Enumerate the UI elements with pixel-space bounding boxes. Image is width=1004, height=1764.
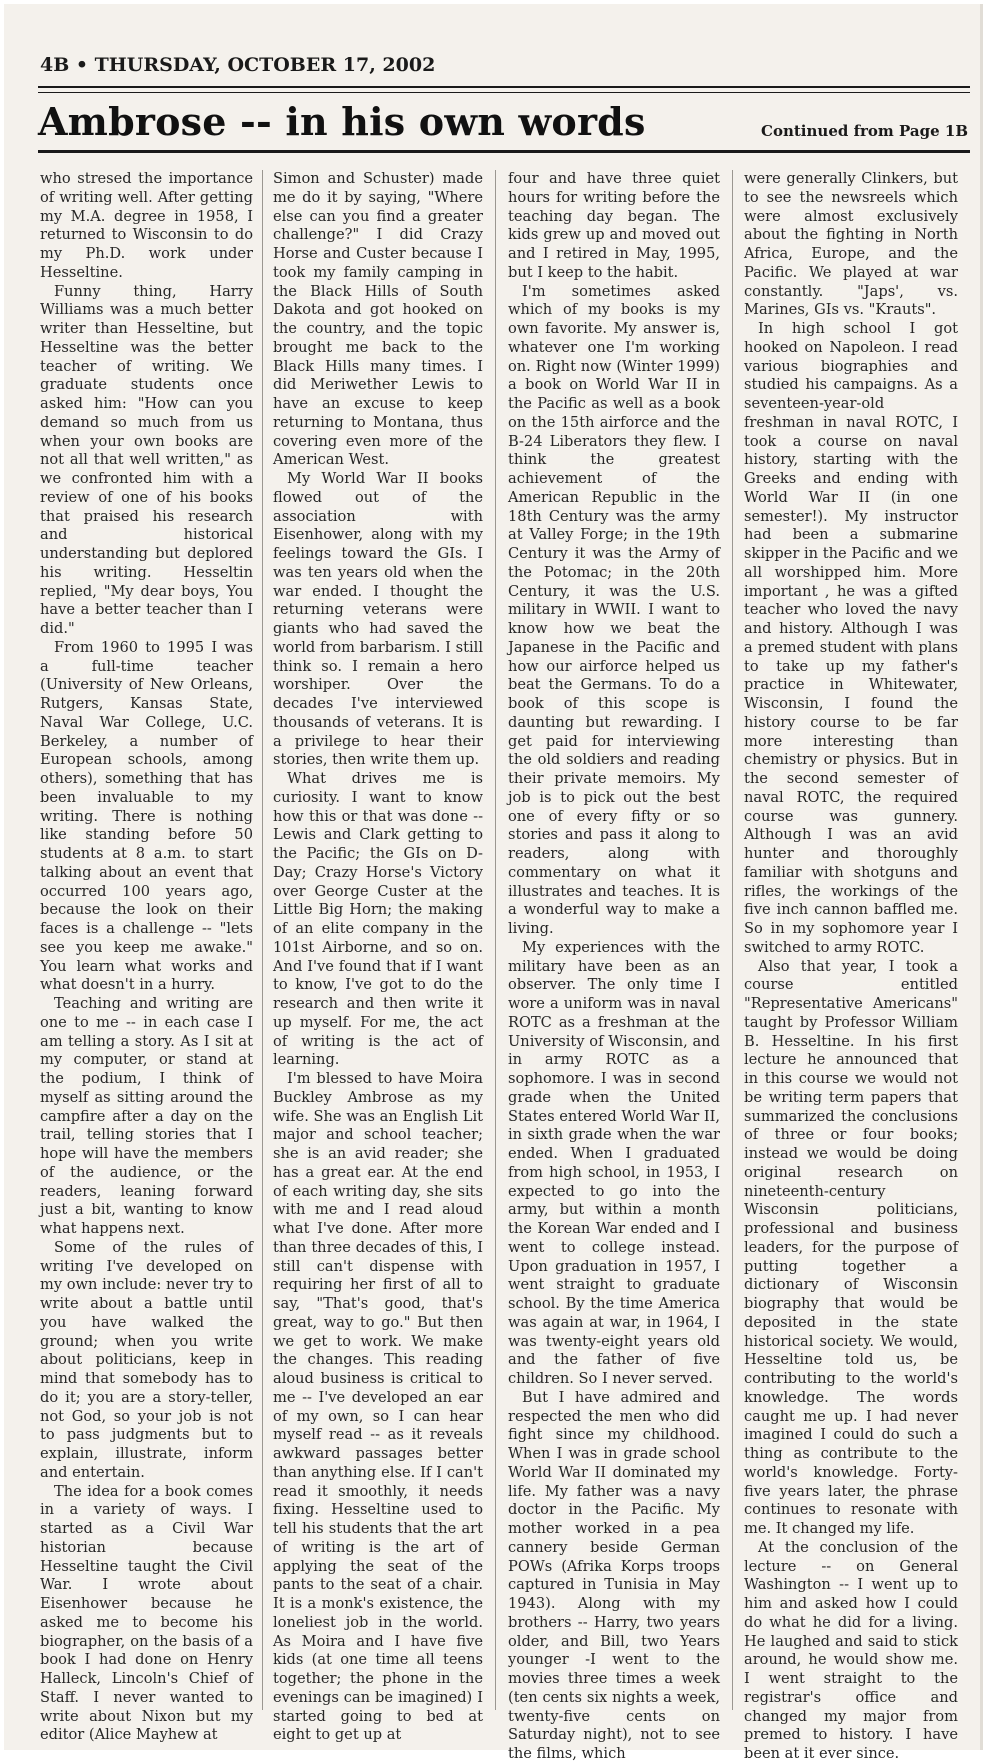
paragraph: At the conclusion of the lecture -- on General Washington -- I went up to him and asked how I could do what he did for a living. He laughed and said to stick around, he would show me. I went straight to the registrar's office and changed my major from premed to history. I have been at it ever since. <box>744 1538 958 1762</box>
paragraph: I'm blessed to have Moira Buckley Ambrose as my wife. She was an English Lit major and school teacher; she is an avid reader; she has a great ear. At the end of each writing day, she sits with me and I read aloud what I've done. After more than three decades of this, I still can't dispense with requiring her first of all to say, "That's good, that's great, way to go." But then we get to work. We make the changes. This reading aloud business is critical to me -- I've developed an ear of my own, so I can hear myself read -- as it reveals awkward passages better than anything else. If I can't read it smoothly, it needs fixing. Hesseltine used to tell his students that the art of writing is the art of applying the seat of the pants to the seat of a chair. It is a monk's existence, the loneliest job in the world. As Moira and I have five kids (at one time all teens together; the phone in the evenings can be imagined) I started going to bed at eight to get up at <box>273 1070 483 1744</box>
paragraph: The idea for a book comes in a variety of ways. I started as a Civil War historian because Hesseltine taught the Civil War. I wrote about Eisenhower because he asked me to become his biographer, on the basis of a book I had done on Henry Halleck, Lincoln's Chief of Staff. I never wanted to write about Nixon but my editor (Alice Mayhew at <box>40 1482 253 1744</box>
paragraph: four and have three quiet hours for writing before the teaching day began. The kids grew up and moved out and I retired in May, 1995, but I keep to the habit. <box>508 170 720 281</box>
column-divider <box>262 170 263 1710</box>
article-column-2 <box>273 170 483 1744</box>
paragraph: Some of the rules of writing I've developed on my own include: never try to write about a battle until you have walked the ground; when you write about politicians, keep in mind that somebody has to do it; you are a story-teller, not God, so your job is not to pass judgments but to explain, illustrate, inform and entertain. <box>40 1238 253 1481</box>
paragraph: were generally Clinkers, but to see the newsreels which were almost exclusively about the fighting in North Africa, Europe, and the Pacific. We played at war constantly. "Japs', vs. Marines, GIs vs. "Krauts". <box>744 170 958 319</box>
column-divider <box>495 170 496 1710</box>
column-divider <box>732 170 733 1710</box>
dateline: 4B • THURSDAY, OCTOBER 17, 2002 <box>40 54 436 76</box>
paragraph: Teaching and writing are one to me -- in each case I am telling a story. As I sit at my computer, or stand at the podium, I think of myself as sitting around the campfire after a day on the trail, telling stories that I hope will have the members of the audience, or the readers, leaning forward just a bit, wanting to know what happens next. <box>40 995 253 1237</box>
article-column-3 <box>508 170 720 1762</box>
paragraph: From 1960 to 1995 I was a full-time teacher (University of New Orleans, Rutgers, Kansas State, Naval War College, U.C. Berkeley, a number of European schools, among others), something that has been invaluable to my writing. There is nothing like standing before 50 students at 8 a.m. to start talking about an event that occurred 100 years ago, because the look on their faces is a challenge -- "lets see you keep me awake." You learn what works and what doesn't in a hurry. <box>40 638 253 994</box>
paragraph: I'm sometimes asked which of my books is my own favorite. My answer is, whatever one I'm working on. Right now (Winter 1999) a book on World War II in the Pacific as well as a book on the 15th airforce and the B-24 Liberators they flew. I think the greatest achievement of the American Republic in the 18th Century was the army at Valley Forge; in the 19th Century it was the Army of the Potomac; in the 20th Century, it was the U.S. military in WWII. I want to know how we beat the Japanese in the Pacific and how our airforce helped us beat the Germans. To do a book of this scope is daunting but rewarding. I get paid for interviewing the old soldiers and reading their private memoirs. My job is to pick out the best one of every fifty or so stories and pass it along to readers, along with commentary on what it illustrates and teaches. It is a wonderful way to make a living. <box>508 282 720 937</box>
top-rule-thin <box>38 92 970 93</box>
paragraph: My World War II books flowed out of the association with Eisenhower, along with my feelings toward the GIs. I was ten years old when the war ended. I thought the returning veterans were giants who had saved the world from barbarism. I still think so. I remain a hero worshiper. Over the decades I've interviewed thousands of veterans. It is a privilege to hear their stories, then write them up. <box>273 470 483 769</box>
paragraph: My experiences with the military have been as an observer. The only time I wore a uniform was in naval ROTC as a freshman at the University of Wisconsin, and in army ROTC as a sophomore. I was in second grade when the United States entered World War II, in sixth grade when the war ended. When I graduated from high school, in 1953, I expected to go into the army, but within a month the Korean War ended and I went to college instead. Upon graduation in 1957, I went straight to graduate school. By the time America was again at war, in 1964, I was twenty-eight years old and the father of five children. So I never served. <box>508 938 720 1387</box>
headline-rule <box>38 150 970 153</box>
paragraph: Funny thing, Harry Williams was a much better writer than Hesseltine, but Hesseltine was the better teacher of writing. We graduate students once asked him: "How can you demand so much from us when your own books are not all that well written," as we confronted him with a review of one of his books that praised his research and historical understanding but deplored his writing. Hesseltin replied, "My dear boys, You have a better teacher than I did." <box>40 282 253 637</box>
article-column-4 <box>744 170 958 1762</box>
paragraph: who stresed the importance of writing well. After getting my M.A. degree in 1958, I returned to Wisconsin to do my Ph.D. work under Hesseltine. <box>40 170 253 281</box>
paragraph: What drives me is curiosity. I want to know how this or that was done -- Lewis and Clark getting to the Pacific; the GIs on D-Day; Crazy Horse's Victory over George Custer at the Little Big Horn; the making of an elite company in the 101st Airborne, and so on. And I've found that if I want to know, I've got to do the research and then write it up myself. For me, the act of writing is the act of learning. <box>273 770 483 1069</box>
top-rule <box>38 86 970 88</box>
paragraph: Also that year, I took a course entitled "Representative Americans" taught by Professor William B. Hesseltine. In his first lecture he announced that in this course we would not be writing term papers that summarized the conclusions of three or four books; instead we would be doing original research on nineteenth-century Wisconsin politicians, professional and business leaders, for the purpose of putting together a dictionary of Wisconsin biography that would be deposited in the state historical society. We would, Hesseltine told us, be contributing to the world's knowledge. The words caught me up. I had never imagined I could do such a thing as contribute to the world's knowledge. Forty-five years later, the phrase continues to resonate with me. It changed my life. <box>744 957 958 1537</box>
paragraph: Simon and Schuster) made me do it by saying, "Where else can you find a greater challenge?" I did Crazy Horse and Custer because I took my family camping in the Black Hills of South Dakota and got hooked on the country, and the topic brought me back to the Black Hills many times. I did Meriwether Lewis to have an excuse to keep returning to Montana, thus covering even more of the American West. <box>273 170 483 469</box>
paragraph: But I have admired and respected the men who did fight since my childhood. When I was in grade school World War II dominated my life. My father was a navy doctor in the Pacific. My mother worked in a pea cannery beside German POWs (Afrika Korps troops captured in Tunisia in May 1943). Along with my brothers -- Harry, two years older, and Bill, two Years younger -I went to the movies three times a week (ten cents six nights a week, twenty-five cents on Saturday night), not to see the films, which <box>508 1388 720 1762</box>
article-column-1 <box>40 170 253 1744</box>
paragraph: In high school I got hooked on Napoleon. I read various biographies and studied his campaigns. As a seventeen-year-old freshman in naval ROTC, I took a course on naval history, starting with the Greeks and ending with World War II (in one semester!). My instructor had been a submarine skipper in the Pacific and we all worshipped him. More important , he was a gifted teacher who loved the navy and history. Although I was a premed student with plans to take up my father's practice in Whitewater, Wisconsin, I found the history course to be far more interesting than chemistry or physics. But in the second semester of naval ROTC, the required course was gunnery. Although I was an avid hunter and thoroughly familiar with shotguns and rifles, the workings of the five inch cannon baffled me. So in my sophomore year I switched to army ROTC. <box>744 320 958 956</box>
headline: Ambrose -- in his own words <box>38 99 646 144</box>
continued-note: Continued from Page 1B <box>761 122 968 140</box>
newspaper-page <box>4 4 983 1762</box>
